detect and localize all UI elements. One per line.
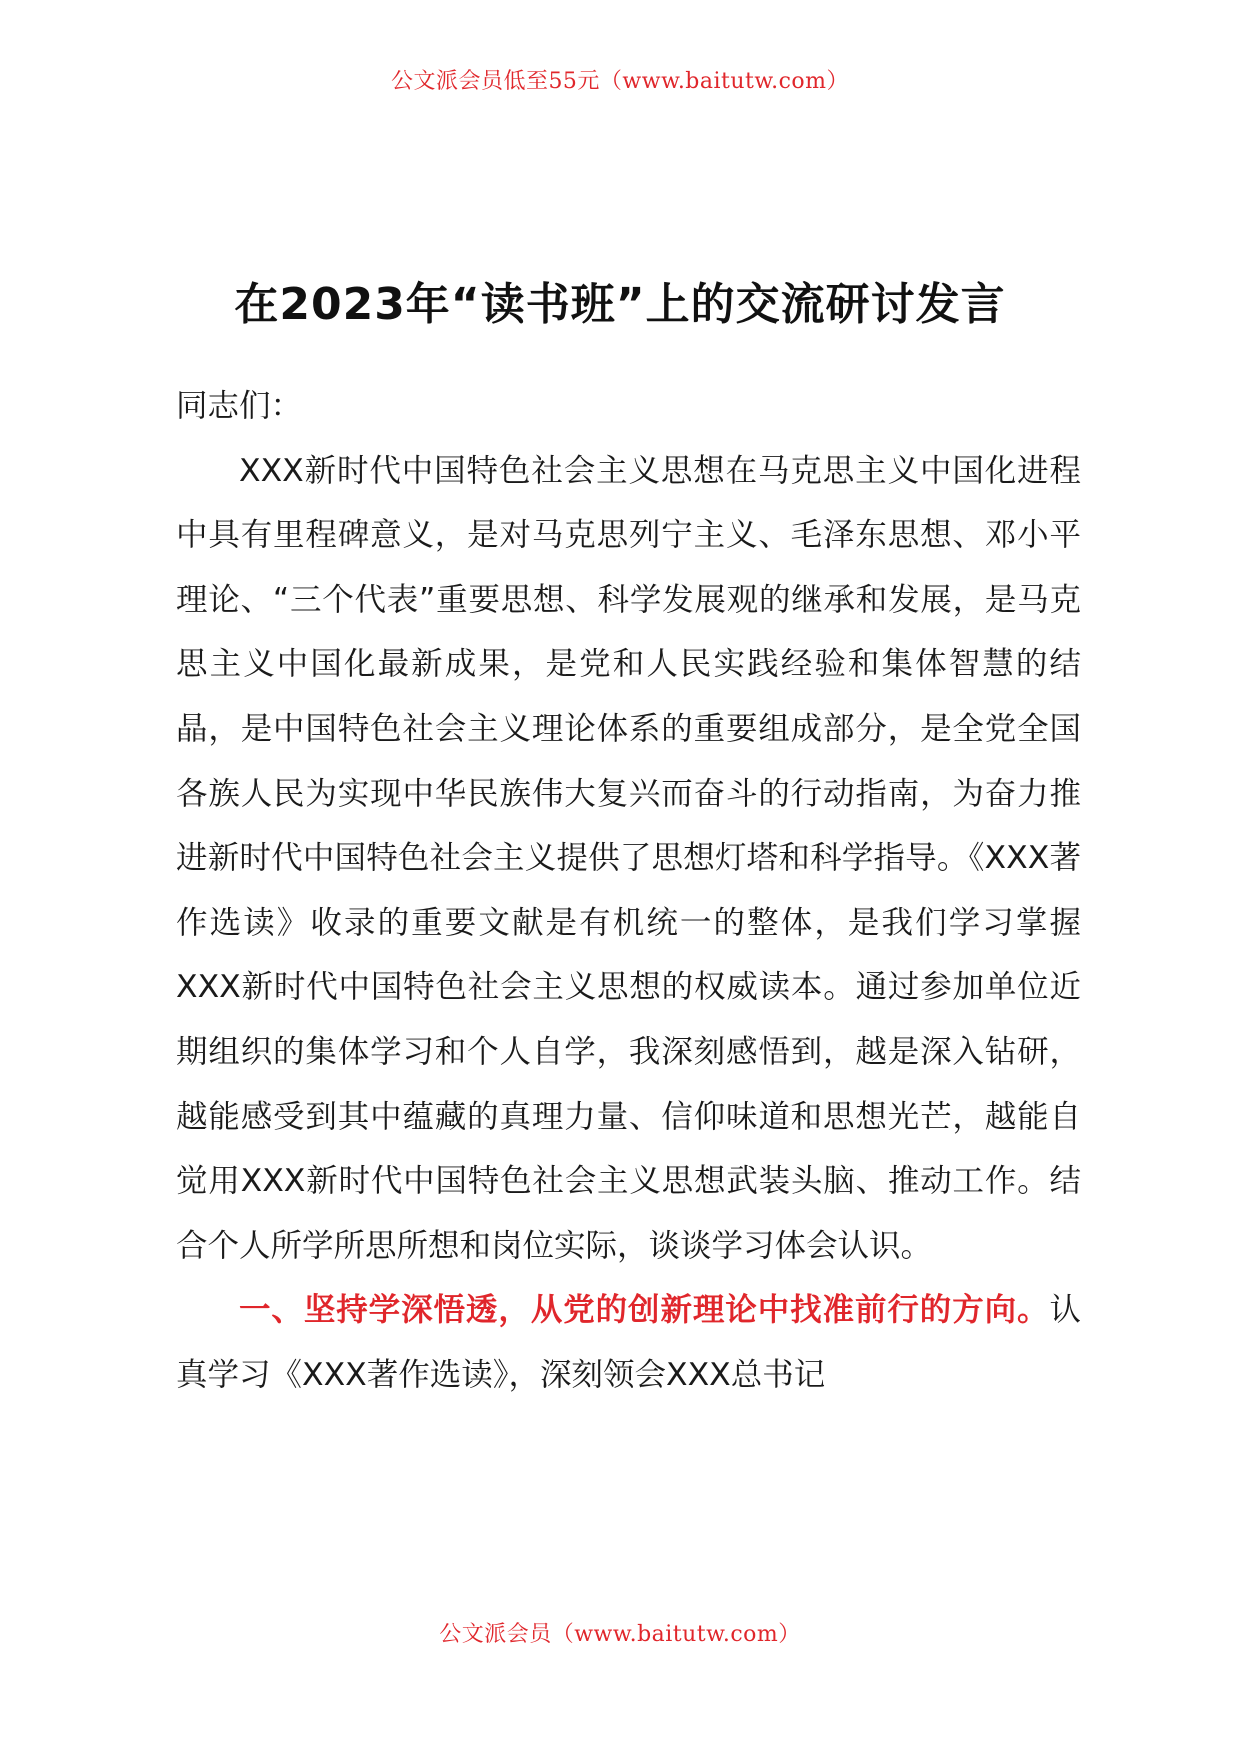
header-promo-link[interactable]: 公文派会员低至55元（www.baitutw.com） (390, 69, 850, 94)
document-title: 在2023年“读书班”上的交流研讨发言 (234, 279, 1006, 330)
section-1-text: 认真学习《XXX著作选读》，深刻领会XXX总书记 (176, 1292, 1081, 1393)
section-1-heading: 一、坚持学深悟透，从党的创新理论中找准前行的方向。 (239, 1292, 1050, 1329)
paragraph-section-1 (176, 1278, 1081, 1407)
document-body (176, 374, 1081, 1408)
paragraph-intro: XXX新时代中国特色社会主义思想在马克思主义中国化进程中具有里程碑意义，是对马克思列宁主义、毛泽东思想、邓小平理论、“三个代表”重要思想、科学发展观的继承和发展，是马克思主义中国化最新成果，是党和人民实践经验和集体智慧的结晶，是中国特色社会主义理论体系的重要组成部分，是全党全国各族人民为实现中华民族伟大复兴而奋斗的行动指南，为奋力推进新时代中国特色社会主义提供了思想灯塔和科学指导。《XXX著作选读》收录的重要文献是有机统一的整体，是我们学习掌握XXX新时代中国特色社会主义思想的权威读本。通过参加单位近期组织的集体学习和个人自学，我深刻感悟到，越是深入钻研，越能感受到其中蕴藏的真理力量、信仰味道和思想光芒，越能自觉用XXX新时代中国特色社会主义思想武装头脑、推动工作。结合个人所学所思所想和岗位实际，谈谈学习体会认识。 (176, 452, 1081, 1264)
footer-note-link[interactable]: 公文派会员（www.baitutw.com） (439, 1622, 801, 1647)
salutation: 同志们： (176, 388, 303, 424)
